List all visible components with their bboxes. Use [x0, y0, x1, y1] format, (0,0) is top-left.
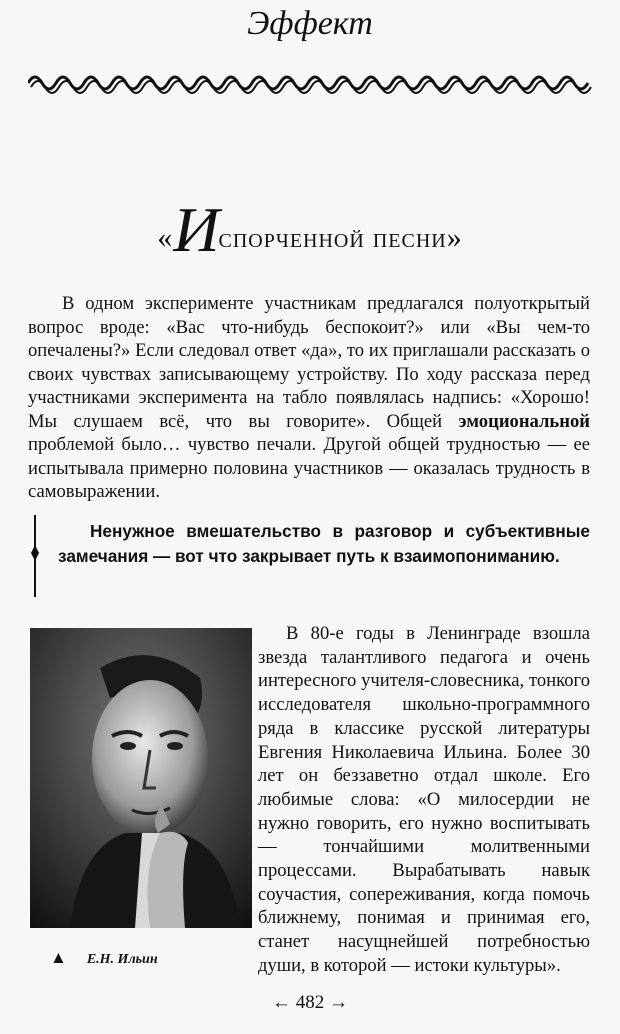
quote-ornament-icon: [28, 515, 42, 597]
running-header: Эффект: [247, 5, 373, 42]
title-initial-letter: И: [173, 194, 221, 265]
article-title: [0, 194, 620, 265]
caption-text: Е.Н. Ильин: [86, 952, 158, 967]
portrait-photo: [30, 628, 252, 928]
paragraph-1-text-a: В одном эксперименте участникам предлагался полуоткрытый вопрос вроде: «Вас что-нибудь беспокоит?» или «Вы чем-то опечалены?» Если следовал ответ «да», то их приглашали рассказать о своих чувствах записывающему устройству. По ходу рассказа перед участниками эксперимента на табло появлялась надпись: «Хорошо! Мы слушаем всё, что вы говорите». Общей: [28, 293, 590, 432]
paragraph-1-text-b: проблемой было… чувство печали. Другой общей трудностью — ее испытывала примерно половина участников — оказалась трудность в самовыражении.: [28, 434, 590, 502]
body-paragraph-2: В 80-е годы в Ленинграде взошла звезда талантливого педагога и очень интересного учителя-словесника, тонкого исследователя школьно-программного ряда в классике русской литературы Евгения Николаевича Ильина. Более 30 лет он беззаветно отдал школе. Его любимые слова: «О милосердии не нужно говорить, его нужно воспитывать — тончайшими молитвенными процессами. Вырабатывать навык соучастия, сопереживания, когда помочь ближнему, понимая и принимая его, станет насущнейшей потребностью души, в которой — истоки культуры».: [258, 623, 590, 976]
right-arrow-icon: →: [329, 992, 348, 1013]
page-footer: [0, 992, 620, 1014]
photo-caption: [50, 948, 220, 968]
title-close-quote: »: [446, 221, 463, 254]
title-text: спорченной песни: [218, 223, 447, 254]
paragraph-1-bold-word: эмоциональной: [458, 410, 590, 432]
title-open-quote: «: [157, 221, 174, 254]
wavy-divider: [28, 70, 592, 96]
caption-triangle-icon: ▲: [50, 948, 67, 967]
highlight-quote: Ненужное вмешательство в разговор и субъективные замечания — вот что закрывает путь к взаимопониманию.: [58, 521, 590, 566]
body-paragraph-1: [28, 292, 590, 504]
left-arrow-icon: ←: [272, 992, 291, 1013]
page-number: 482: [295, 992, 325, 1013]
